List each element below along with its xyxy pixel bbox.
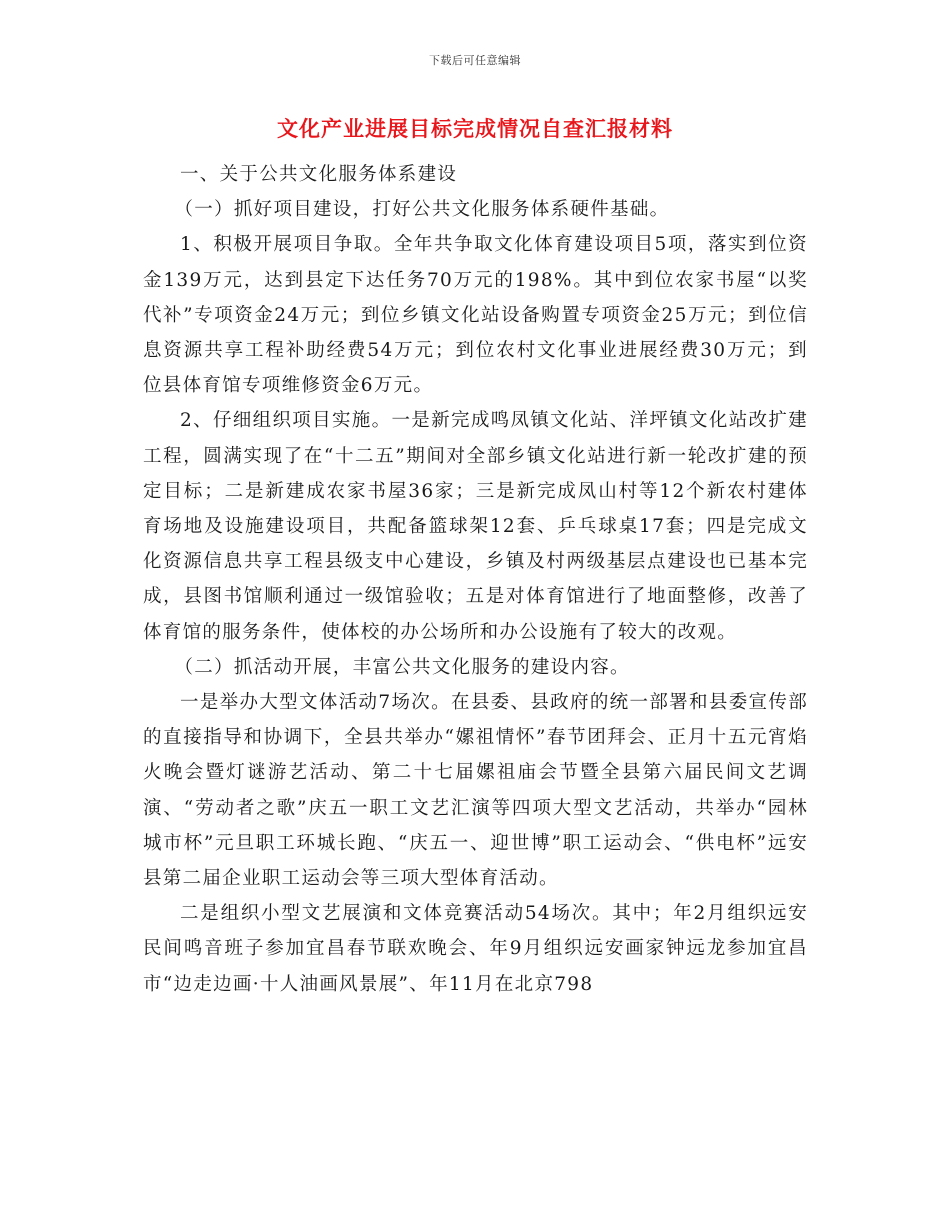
subsection-heading-1: （一）抓好项目建设，打好公共文化服务体系硬件基础。 — [174, 199, 670, 221]
section-heading-1: 一、关于公共文化服务体系建设 — [180, 164, 458, 185]
paragraph-project-implementation: 2、仔细组织项目实施。一是新完成鸣凤镇文化站、洋坪镇文化站改扩建工程，圆满实现了在“十二五”期间对全部乡镇文化站进行新一轮改扩建的预定目标；二是新建成农家书屋36家；三是新完成凤山村等12个新农村建体育场地及设施建设项目，共配备篮球架12套、乒乓球桌17套；四是完成文化资源信息共享工程县级支中心建设，乡镇及村两级基层点建设也已基本完成，县图书馆顺利通过一级馆验收；五是对体育馆进行了地面整修，改善了体育馆的服务条件，使体校的办公场所和办公设施有了较大的改观。 — [143, 410, 808, 643]
document-body — [143, 157, 808, 1002]
document-title: 文化产业进展目标完成情况自查汇报材料 — [277, 117, 673, 141]
paragraph-small-events: 二是组织小型文艺展演和文体竞赛活动54场次。其中；年2月组织远安民间鸣音班子参加宜昌春节联欢晚会、年9月组织远安画家钟远龙参加宜昌市“边走边画·十人油画风景展”、年11月在北京798 — [143, 903, 808, 995]
paragraph-large-events: 一是举办大型文体活动7场次。在县委、县政府的统一部署和县委宣传部的直接指导和协调下，全县共举办“嫘祖情怀”春节团拜会、正月十五元宵焰火晚会暨灯谜游艺活动、第二十七届嫘祖庙会节暨全县第六届民间文艺调演、“劳动者之歌”庆五一职工文艺汇演等四项大型文艺活动，共举办“园林城市杯”元旦职工环城长跑、“庆五一、迎世博”职工运动会、“供电杯”远安县第二届企业职工运动会等三项大型体育活动。 — [143, 692, 808, 890]
subsection-heading-2: （二）抓活动开展，丰富公共文化服务的建设内容。 — [174, 656, 630, 678]
header-note: 下载后可任意编辑 — [429, 54, 521, 67]
paragraph-project-funding: 1、积极开展项目争取。全年共争取文化体育建设项目5项，落实到位资金139万元，达到县定下达任务70万元的198%。其中到位农家书屋“以奖代补”专项资金24万元；到位乡镇文化站设备购置专项资金25万元；到位信息资源共享工程补助经费54万元；到位农村文化事业进展经费30万元；到位县体育馆专项维修资金6万元。 — [143, 234, 808, 397]
